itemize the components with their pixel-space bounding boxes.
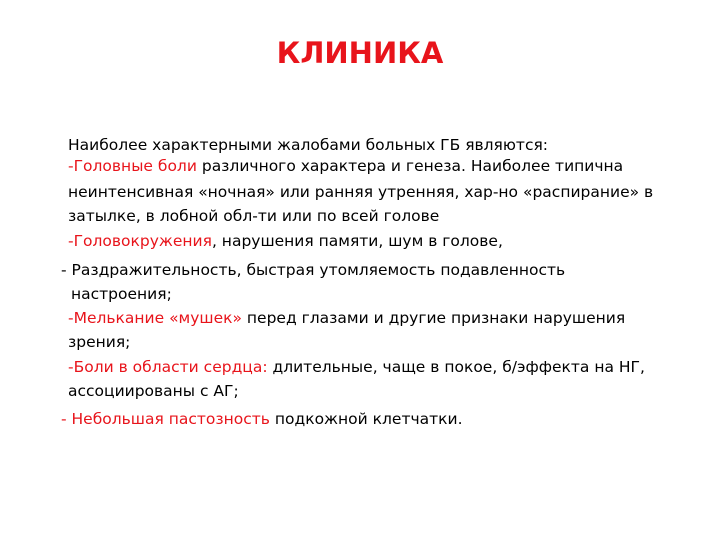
highlight-headache: -Головные боли [68, 157, 197, 175]
line-text: настроения; [71, 285, 172, 303]
line-text: длительные, чаще в покое, б/эффекта на НГ, [267, 358, 645, 376]
highlight-pastosity: - Небольшая пастозность [61, 410, 270, 428]
line-text: Наиболее характерными жалобами больных ГБ являются: [68, 136, 549, 154]
highlight-heart-pain: -Боли в области сердца: [68, 358, 268, 376]
complaint-irritability [61, 259, 565, 282]
line-text: зрения; [68, 333, 131, 351]
headache-description-line [68, 181, 653, 204]
line-text: различного характера и генеза. Наиболее типична [196, 157, 624, 175]
complaint-dizziness [68, 230, 503, 253]
complaint-heart-pain [68, 356, 645, 379]
highlight-dizziness: -Головокружения [68, 232, 212, 250]
line-text: ассоциированы с АГ; [68, 382, 239, 400]
line-text: подкожной клетчатки. [269, 410, 463, 428]
slide-title: КЛИНИКА [276, 36, 444, 70]
line-text: - Раздражительность, быстрая утомляемость подавленность [61, 261, 566, 279]
complaint-pastosity [61, 408, 463, 431]
line-text: неинтенсивная «ночная» или ранняя утренняя, хар-но «распирание» в [68, 183, 654, 201]
complaint-floaters [68, 307, 625, 330]
complaint-headache [68, 155, 623, 178]
highlight-floaters: -Мелькание «мушек» [68, 309, 242, 327]
irritability-continuation [71, 283, 172, 306]
headache-description-line [68, 205, 439, 228]
line-text: , нарушения памяти, шум в голове, [211, 232, 503, 250]
line-text: затылке, в лобной обл-ти или по всей голове [68, 207, 440, 225]
heart-pain-continuation [68, 380, 239, 403]
floaters-continuation [68, 331, 130, 354]
line-text: перед глазами и другие признаки нарушения [242, 309, 626, 327]
complaints-intro [68, 134, 548, 157]
